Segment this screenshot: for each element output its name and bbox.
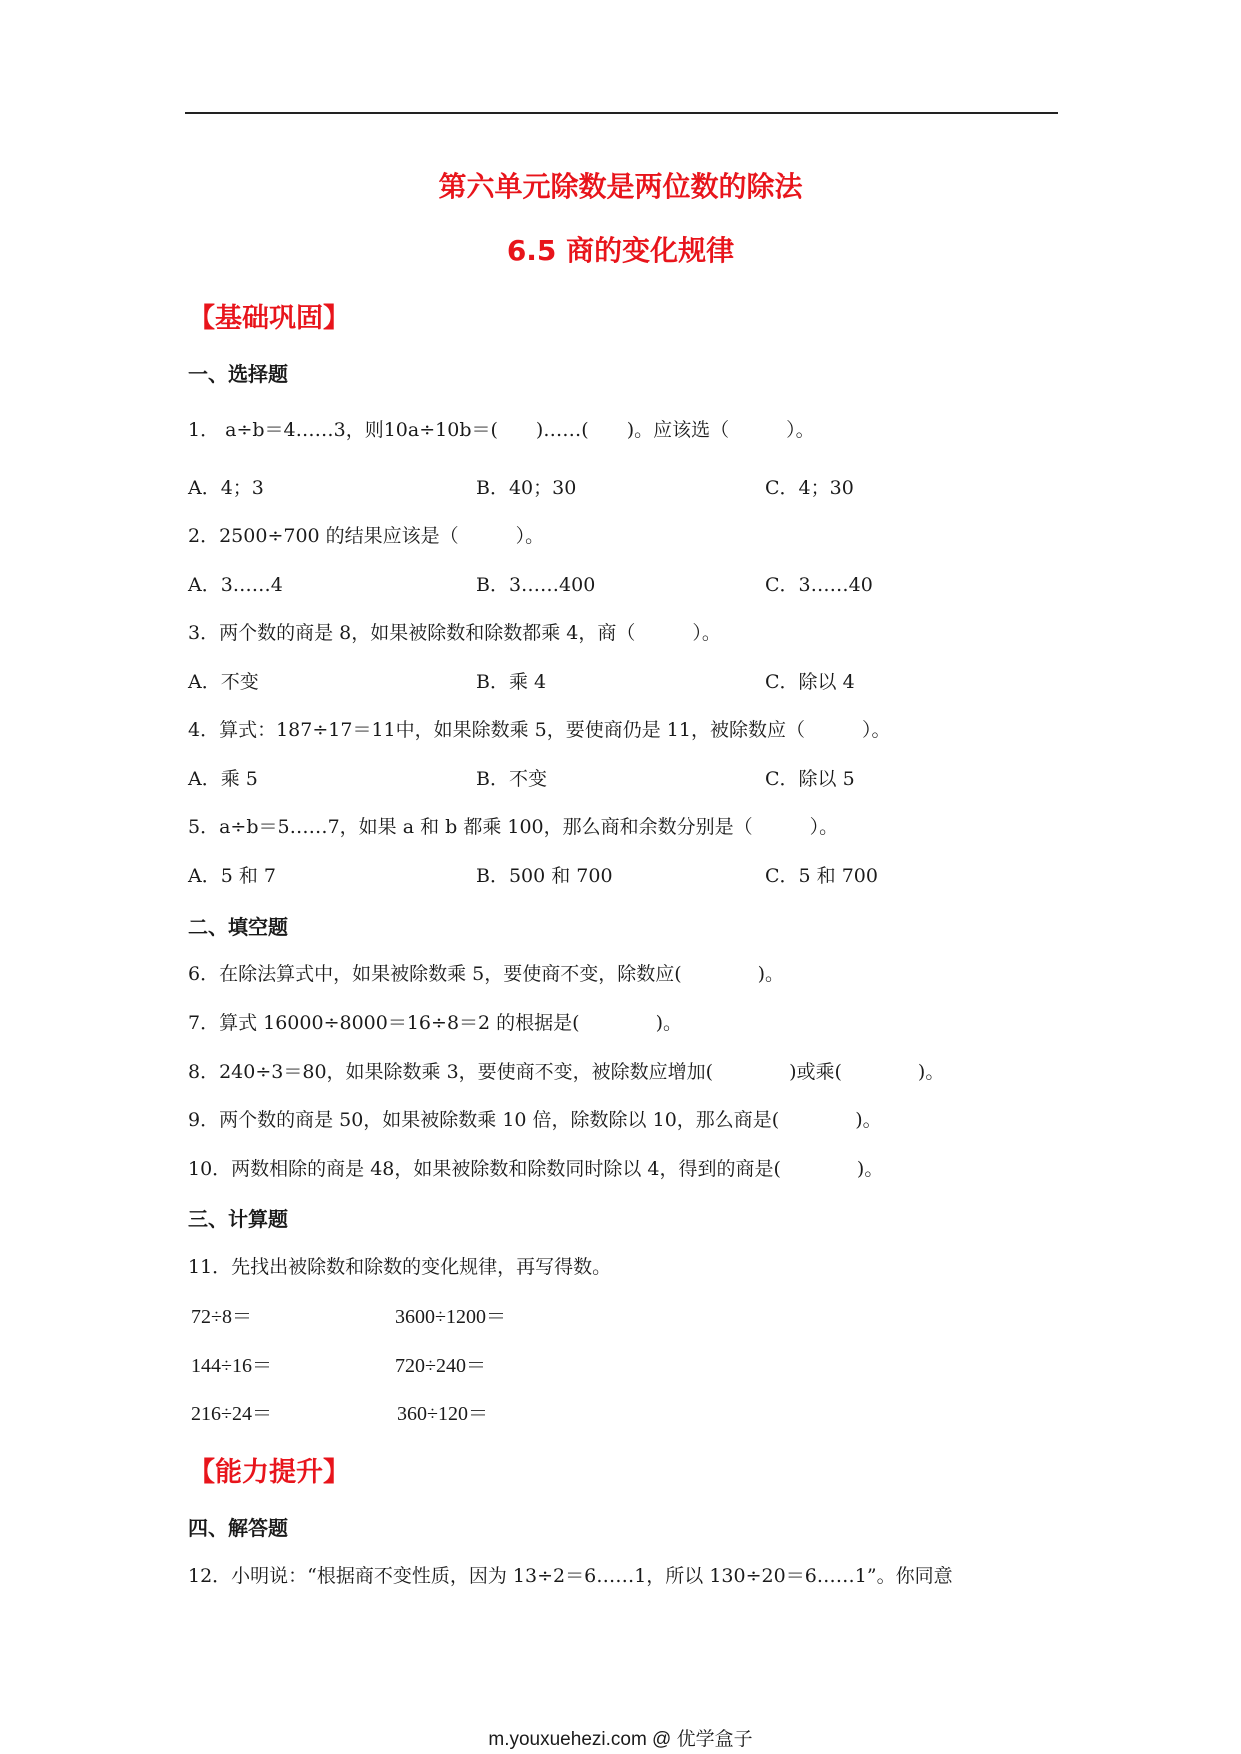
q4-option-b: B．不变: [476, 768, 547, 790]
q1-option-a: A．4；3: [188, 477, 264, 499]
question-8: 8．240÷3＝80，如果除数乘 3，要使商不变，被除数应增加( )或乘( )。: [188, 1061, 945, 1083]
q2-option-a: A．3……4: [188, 574, 283, 596]
question-11: 11．先找出被除数和除数的变化规律，再写得数。: [188, 1256, 612, 1278]
part-answer-heading: 四、解答题: [188, 1516, 288, 1540]
question-1: 1． a÷b＝4……3，则10a÷10b＝( )……( )。应该选（ ）。: [188, 419, 815, 441]
part-fill-heading: 二、填空题: [188, 915, 288, 939]
calc-item-1: 72÷8＝: [191, 1306, 252, 1328]
page-subtitle: 6.5 商的变化规律: [506, 234, 735, 267]
question-5: 5．a÷b＝5……7，如果 a 和 b 都乘 100，那么商和余数分别是（ ）。: [188, 816, 839, 838]
question-12: 12．小明说：“根据商不变性质，因为 13÷2＝6……1，所以 130÷20＝6……1”。你同意: [188, 1565, 953, 1587]
question-10: 10．两数相除的商是 48，如果被除数和除数同时除以 4，得到的商是( )。: [188, 1158, 884, 1180]
question-9: 9．两个数的商是 50，如果被除数乘 10 倍，除数除以 10，那么商是( )。: [188, 1109, 882, 1131]
calc-item-2: 3600÷1200＝: [395, 1306, 506, 1328]
q4-option-c: C．除以 5: [765, 768, 855, 790]
q2-option-c: C．3……40: [765, 574, 873, 596]
q5-option-a: A．5 和 7: [188, 865, 276, 887]
calc-item-6: 360÷120＝: [397, 1403, 488, 1425]
q1-option-b: B．40；30: [476, 477, 577, 499]
section-basic: 【基础巩固】: [188, 303, 350, 334]
question-7: 7．算式 16000÷8000＝16÷8＝2 的根据是( )。: [188, 1012, 682, 1034]
part-calc-heading: 三、计算题: [188, 1207, 288, 1231]
calc-item-5: 216÷24＝: [191, 1403, 272, 1425]
q3-option-b: B．乘 4: [476, 671, 547, 693]
question-2: 2．2500÷700 的结果应该是（ ）。: [188, 525, 545, 547]
part-choice-heading: 一、选择题: [188, 362, 288, 386]
calc-item-4: 720÷240＝: [395, 1355, 486, 1377]
q1-option-c: C．4；30: [765, 477, 854, 499]
q3-option-c: C．除以 4: [765, 671, 855, 693]
header-rule: [185, 112, 1058, 114]
q3-option-a: A．不变: [188, 671, 259, 693]
footer-watermark: m.youxuehezi.com @ 优学盒子: [488, 1729, 753, 1750]
q5-option-c: C．5 和 700: [765, 865, 878, 887]
q2-option-b: B．3……400: [476, 574, 596, 596]
question-4: 4．算式：187÷17＝11中，如果除数乘 5，要使商仍是 11，被除数应（ ）。: [188, 719, 891, 741]
question-6: 6．在除法算式中，如果被除数乘 5，要使商不变，除数应( )。: [188, 963, 785, 985]
q5-option-b: B．500 和 700: [476, 865, 613, 887]
section-advanced: 【能力提升】: [188, 1457, 350, 1488]
q4-option-a: A．乘 5: [188, 768, 258, 790]
calc-item-3: 144÷16＝: [191, 1355, 272, 1377]
question-3: 3．两个数的商是 8，如果被除数和除数都乘 4，商（ ）。: [188, 622, 721, 644]
page-title: 第六单元除数是两位数的除法: [438, 170, 803, 203]
